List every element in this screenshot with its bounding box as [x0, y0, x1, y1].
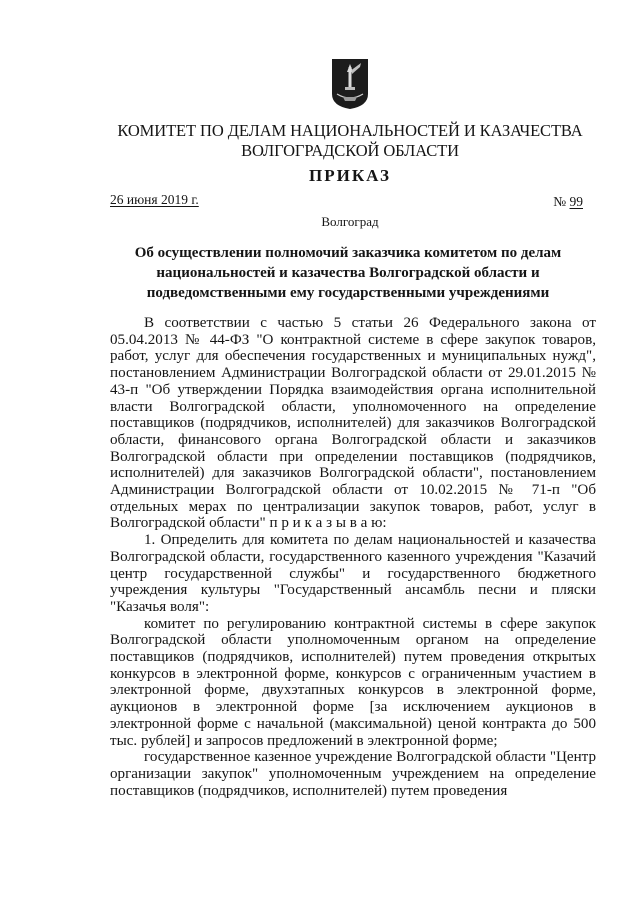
organization-name: КОМИТЕТ ПО ДЕЛАМ НАЦИОНАЛЬНОСТЕЙ И КАЗАЧЕСТВА ВОЛГОГРАДСКОЙ ОБЛАСТИ [117, 121, 583, 160]
paragraph: комитет по регулированию контрактной системы в сфере закупок Волгоградской области уполномоченным органом на определение поставщиков (подрядчиков, исполнителей) путем проведения открытых конкурсов в электронной форме, конкурсов с ограниченным участием в электронной форме, двухэтапных конкурсов в электронной форме, аукционов в электронной форме [за исключением аукционов в электронной форме с начальной (максимальной) ценой контракта до 500 тыс. рублей] и запросов предложений в электронной форме; [110, 615, 596, 749]
paragraph: 1. Определить для комитета по делам национальностей и казачества Волгоградской области, государственного казенного учреждения "Казачий центр государственной службы" и государственного бюджетного учреждения культуры "Государственный ансамбль песни и пляски "Казачья воля": [110, 532, 596, 615]
document-city: Волгоград [321, 214, 379, 229]
paragraph: государственное казенное учреждение Волгоградской области "Центр организации закупок" уполномоченным учреждением на определение поставщиков (подрядчиков, исполнителей) путем проведения [110, 749, 596, 799]
document-type: ПРИКАЗ [309, 166, 391, 185]
document-number [553, 194, 583, 210]
number-value: 99 [569, 194, 583, 209]
volgograd-coat-of-arms-icon [331, 58, 369, 110]
document-date: 26 июня 2019 г. [110, 192, 199, 207]
paragraph: В соответствии с частью 5 статьи 26 Федерального закона от 05.04.2013 № 44-ФЗ "О контрактной системе в сфере закупок товаров, работ, услуг для обеспечения государственных и муниципальных нужд", постановлением Администрации Волгоградской области от 29.01.2015 № 43-п "Об утверждении Порядка взаимодействия органа исполнительной власти Волгоградской области, уполномоченного на определение поставщиков (подрядчиков, исполнителей) для заказчиков Волгоградской области, финансового органа Волгоградской области и заказчиков Волгоградской области при определении поставщиков (подрядчиков, исполнителей) для заказчиков Волгоградской области", постановлением Администрации Волгоградской области от 10.02.2015 № 71-п "Об отдельных мерах по централизации закупок товаров, работ, услуг в Волгоградской области" п р и к а з ы в а ю: [110, 315, 596, 532]
document-title: Об осуществлении полномочий заказчика комитетом по делам национальностей и казачества Волгоградской области и подведомственными ему государственными учреждениями [134, 245, 562, 301]
document-body [110, 315, 596, 799]
number-prefix: № [553, 194, 570, 209]
